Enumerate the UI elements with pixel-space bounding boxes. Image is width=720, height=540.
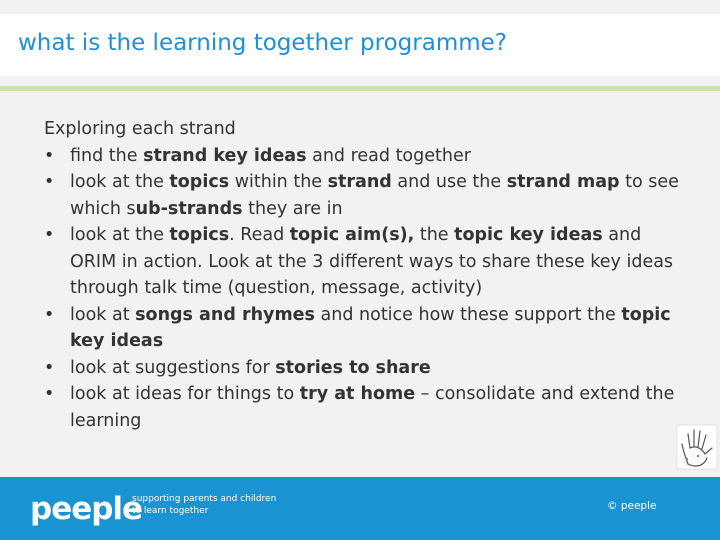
tagline-line-2: to learn together [132,506,209,516]
text: look at the [70,225,170,245]
text: and notice how these support the [314,304,622,325]
tagline-line-1: supporting parents and children [132,494,277,504]
section-heading: Exploring each strand [44,119,236,139]
bullet-marker: • [44,172,55,192]
text: . Read [229,225,290,245]
bullet-marker: • [44,145,55,166]
bold-text: topics [169,172,230,192]
bullet-list [44,143,684,435]
bullet-marker: • [44,304,55,325]
bold-text: topic key ideas [454,225,603,245]
text: look at the [70,172,170,192]
text: and ORIM in action. Look at the 3 different ways to share these key ideas through talk time (question, message, activity) [70,225,674,298]
text: – consolidate and extend the learning [70,384,675,431]
text: to see which s [70,172,679,219]
footer-tagline [132,493,276,517]
text: they are in [242,198,343,219]
bold-text: topic aim(s), [289,225,415,245]
bold-text: strand [327,172,392,192]
bullet-item [44,143,684,170]
bullet-item [44,302,684,355]
bold-text: topics [169,225,230,245]
bold-text: strand key ideas [143,145,307,166]
text: look at ideas for things to [70,384,300,404]
slide-title: what is the learning together programme? [18,30,507,56]
peeple-logo: peeple [30,491,143,527]
bullet-marker: • [44,384,55,404]
text: look at suggestions for [70,357,276,378]
text: find the [70,145,144,166]
bullet-item [44,169,684,222]
text: look at [70,304,136,325]
bold-text: topic key ideas [70,304,671,351]
bullet-item [44,355,684,382]
bullet-item [44,381,684,434]
copyright-text: © peeple [607,500,657,512]
text: and read together [306,145,471,166]
handprint-icon [676,424,718,470]
bold-text: try at home [299,384,416,404]
title-divider [0,86,720,91]
text: within the [229,172,328,192]
bold-text: stories to share [275,357,431,378]
bullet-marker: • [44,357,55,378]
bold-text: strand map [506,172,620,192]
bullet-marker: • [44,225,55,245]
slide-body [44,116,684,434]
bold-text: songs and rhymes [135,304,315,325]
text: and use the [391,172,507,192]
text: the [414,225,455,245]
bullet-item [44,222,684,302]
bold-text: ub-strands [135,198,243,219]
